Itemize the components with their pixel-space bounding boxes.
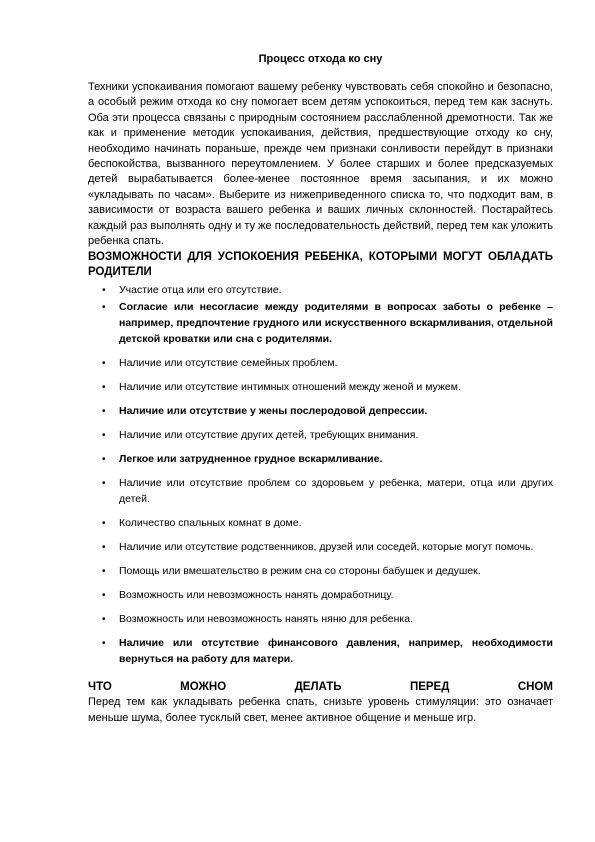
list-item-text: Легкое или затрудненное грудное вскармливание. — [119, 453, 383, 466]
list-item-text: Участие отца или его отсутствие. — [119, 284, 282, 297]
bullet-icon: • — [102, 405, 106, 418]
list-item-text: Возможность или невозможность нанять няню для ребенка. — [119, 613, 413, 626]
bullet-icon: • — [102, 613, 106, 626]
bullet-icon: • — [102, 357, 106, 370]
list-item-text: Наличие или отсутствие других детей, требующих внимания. — [119, 429, 419, 442]
bullet-icon: • — [102, 284, 106, 297]
parent-options-list — [88, 282, 553, 667]
bullet-icon: • — [102, 637, 106, 650]
list-item-text: Наличие или отсутствие финансового давления, например, необходимости вернуться на работу для матери. — [119, 637, 553, 666]
bullet-icon: • — [102, 453, 106, 466]
list-item — [88, 403, 553, 419]
bullet-icon: • — [102, 429, 106, 442]
list-item-text: Наличие или отсутствие проблем со здоровьем у ребенка, матери, отца или других детей. — [119, 477, 553, 506]
list-item-text: Наличие или отсутствие родственников, друзей или соседей, которые могут помочь. — [119, 541, 534, 554]
list-item-text: Помощь или вмешательство в режим сна со стороны бабушек и дедушек. — [119, 565, 481, 578]
list-item-text: Количество спальных комнат в доме. — [119, 517, 302, 530]
bullet-icon: • — [102, 565, 106, 578]
list-item — [88, 611, 553, 627]
list-item — [88, 299, 553, 347]
intro-paragraph: Техники успокаивания помогают вашему ребенку чувствовать себя спокойно и безопасно, а особый режим отхода ко сну помогает всем детям успокоиться, перед тем как заснуть. Оба эти процесса связаны с природным состоянием расслабленной дремотности. Так же как и применение методик успокаивания, действия, предшествующие отходу ко сну, необходимо начинать пораньше, прежде чем признаки сонливости перейдут в признаки беспокойства, вызванного переутомлением. У более старших и более предсказуемых детей вырабатывается более-менее постоянное время засыпания, и их можно «укладывать по часам». Выберите из нижеприведенного списка то, что подходит вам, в зависимости от возраста вашего ребенка и ваших личных склонностей. Постарайтесь каждый раз выполнять одну и ту же последовательность действий, перед тем как уложить ребенка спать. — [88, 81, 553, 248]
bullet-icon: • — [102, 477, 106, 490]
list-item-text: Согласие или несогласие между родителями в вопросах заботы о ребенке – например, предпочтение грудного или искусственного вскармливания, отдельной детской кроватки или сна с родителями. — [119, 301, 553, 346]
list-item-text: Наличие или отсутствие семейных проблем. — [119, 357, 338, 370]
bullet-icon: • — [102, 301, 106, 314]
list-item-text: Наличие или отсутствие у жены послеродовой депрессии. — [119, 405, 428, 418]
list-item — [88, 587, 553, 603]
list-item — [88, 282, 553, 298]
bullet-icon: • — [102, 381, 106, 394]
bullet-icon: • — [102, 589, 106, 602]
heading-word: ЧТО — [88, 681, 112, 694]
list-item — [88, 635, 553, 667]
list-item — [88, 427, 553, 443]
list-item — [88, 539, 553, 555]
bullet-icon: • — [102, 517, 106, 530]
list-item — [88, 451, 553, 467]
list-item-text: Возможность или невозможность нанять домработницу. — [119, 589, 394, 602]
list-item — [88, 379, 553, 395]
heading-word: ДЕЛАТЬ — [294, 681, 342, 694]
heading-word: СНОМ — [517, 681, 553, 694]
list-item — [88, 515, 553, 531]
outro-paragraph: Перед тем как укладывать ребенка спать, снизьте уровень стимуляции: это означает меньше шума, более тусклый свет, менее активное общение и меньше игр. — [88, 696, 553, 724]
list-item — [88, 355, 553, 371]
bullet-icon: • — [102, 541, 106, 554]
heading-word: ПЕРЕД — [409, 681, 450, 694]
list-item-text: Наличие или отсутствие интимных отношений между женой и мужем. — [119, 381, 461, 394]
document-page — [88, 53, 553, 726]
list-item — [88, 475, 553, 507]
heading-word: МОЖНО — [180, 681, 227, 694]
section-heading-before-sleep — [88, 680, 553, 695]
list-item — [88, 563, 553, 579]
section-heading-parent-options: ВОЗМОЖНОСТИ ДЛЯ УСПОКОЕНИЯ РЕБЕНКА, КОТОРЫМИ МОГУТ ОБЛАДАТЬ РОДИТЕЛИ — [88, 251, 553, 279]
document-title: Процесс отхода ко сну — [258, 53, 383, 65]
